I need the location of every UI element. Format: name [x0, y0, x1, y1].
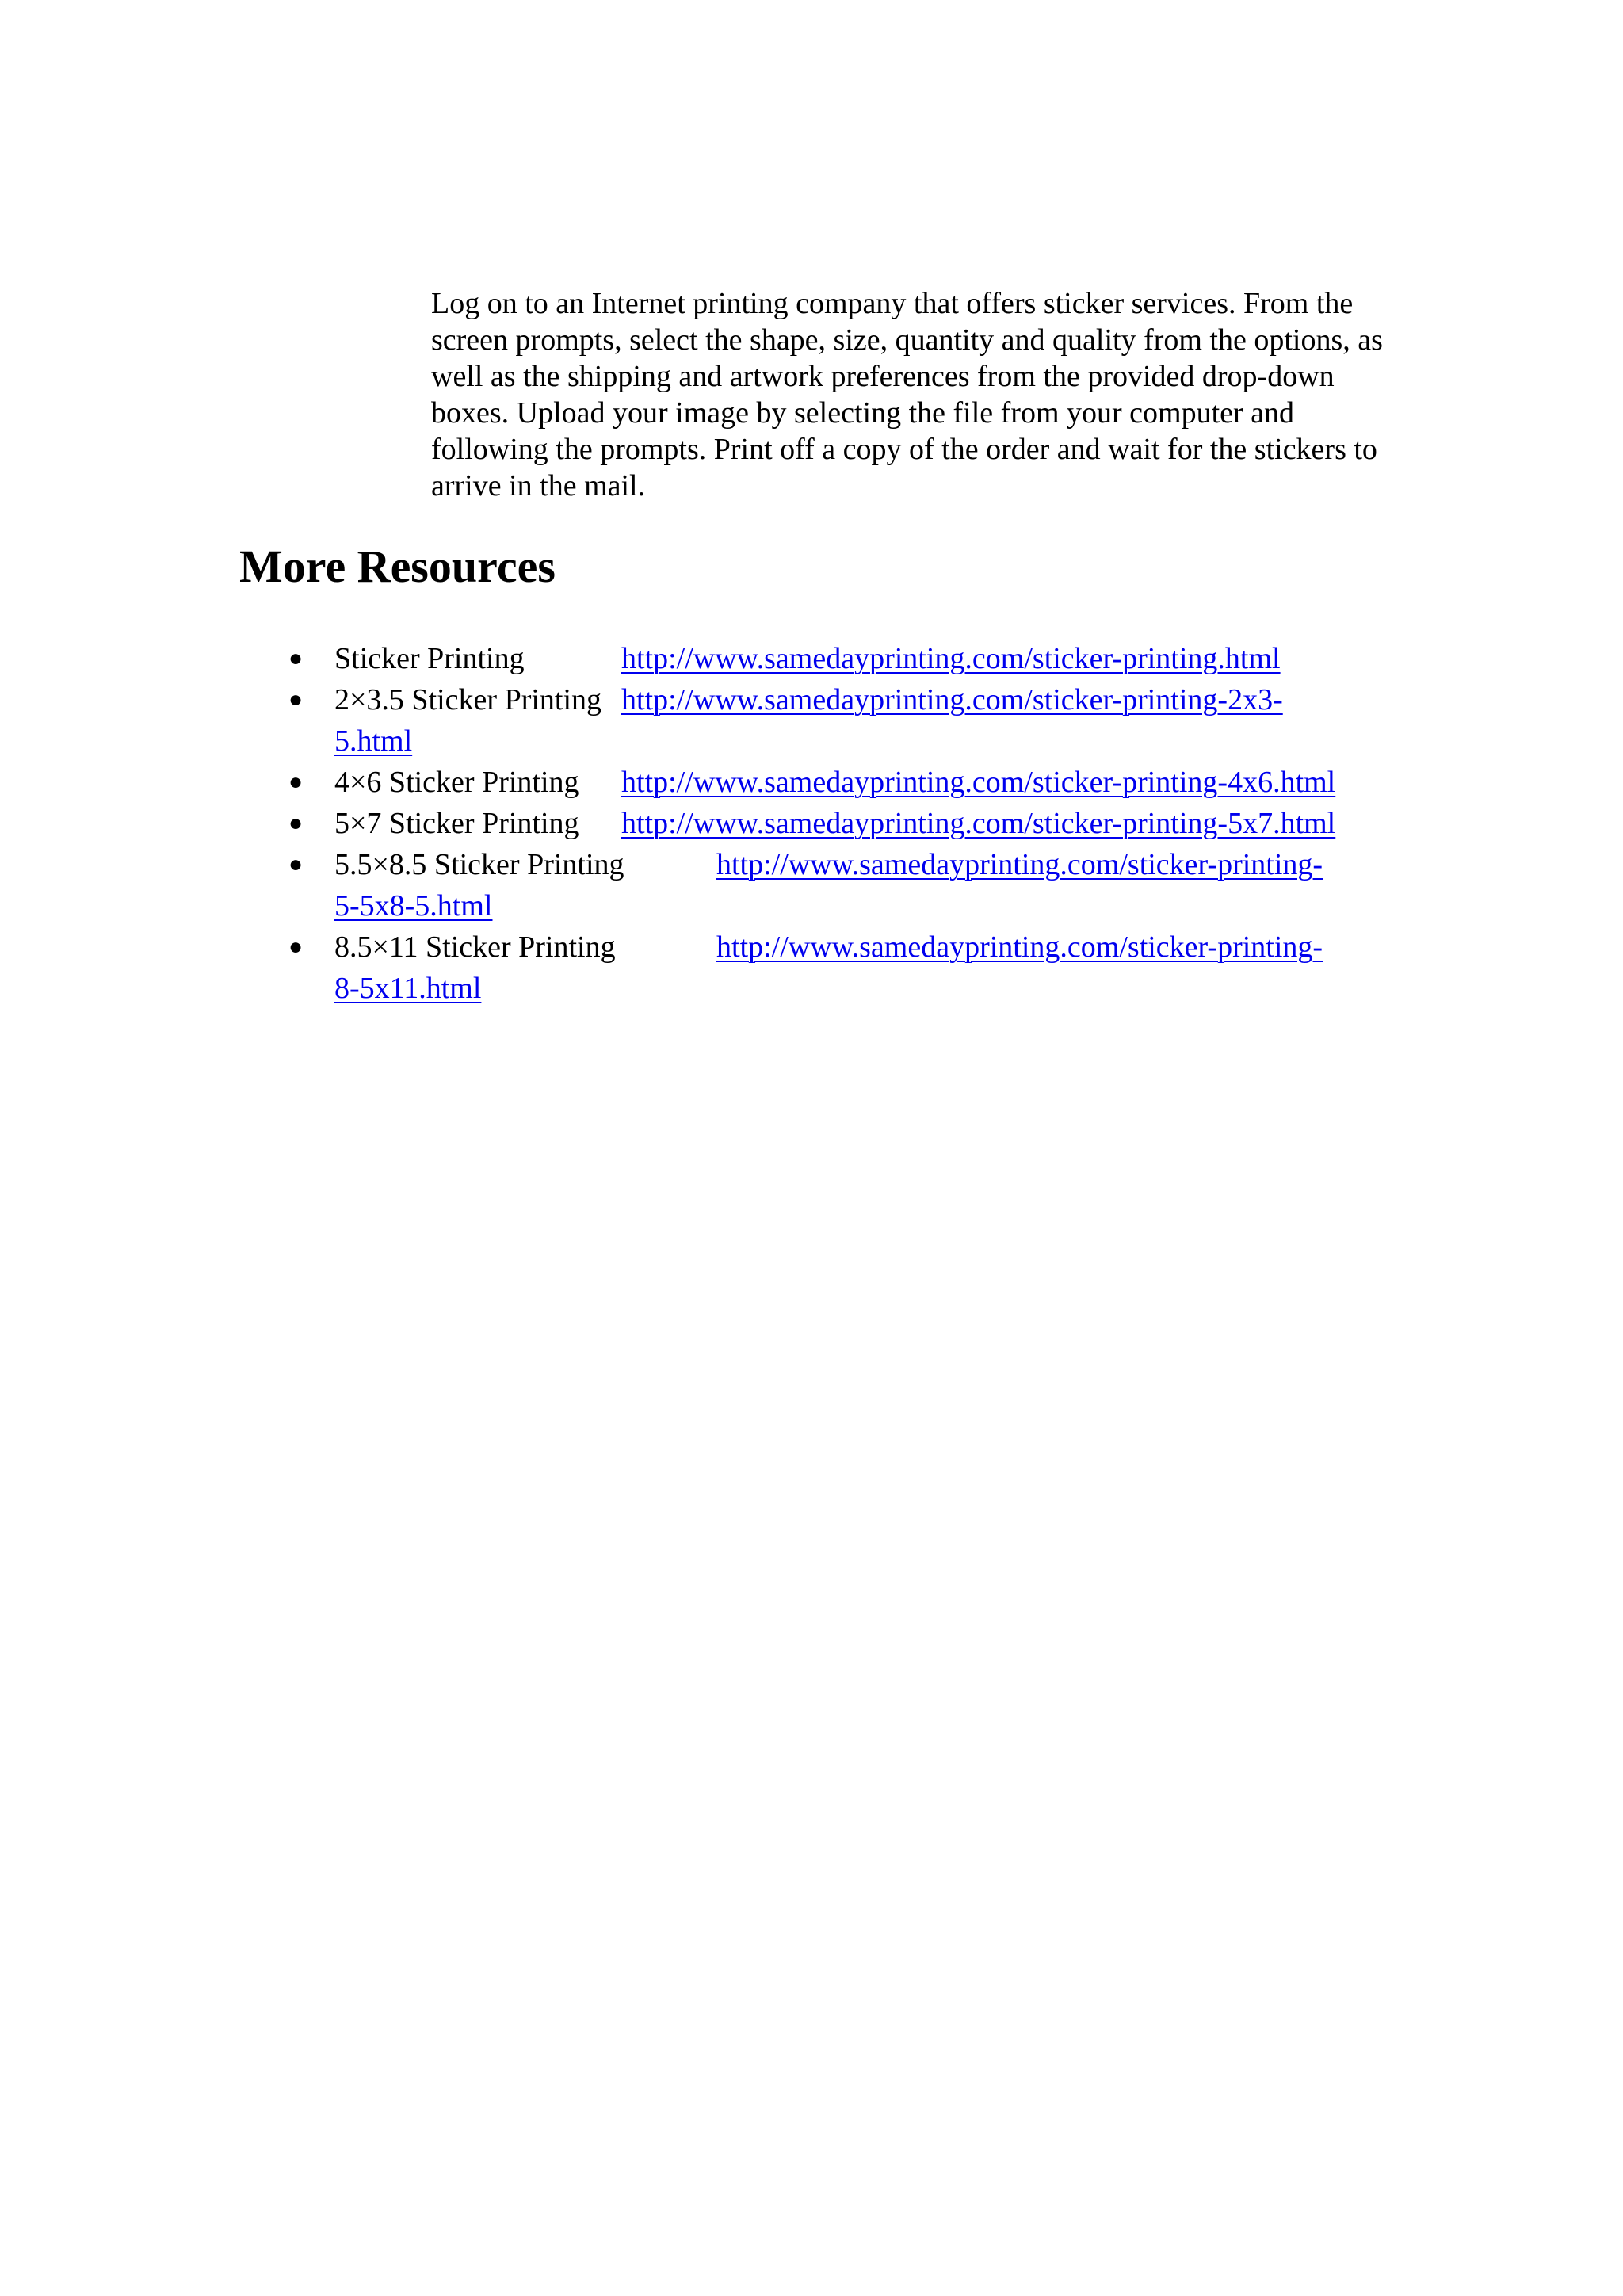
bullet-icon: ● — [288, 851, 304, 877]
resource-link-continued[interactable]: 5.html — [334, 724, 413, 758]
resource-label: 2×3.5 Sticker Printing — [334, 683, 602, 716]
resource-link[interactable]: http://www.samedayprinting.com/sticker-printing- — [716, 848, 1323, 881]
resource-label: Sticker Printing — [334, 642, 525, 675]
resource-link[interactable]: http://www.samedayprinting.com/sticker-printing.html — [621, 642, 1281, 675]
resource-label: 4×6 Sticker Printing — [334, 766, 579, 799]
bullet-icon: ● — [288, 769, 304, 795]
resource-link[interactable]: http://www.samedayprinting.com/sticker-printing- — [716, 930, 1323, 964]
bullet-icon: ● — [288, 645, 304, 671]
bullet-icon: ● — [288, 810, 304, 836]
resource-link-continued[interactable]: 8-5x11.html — [334, 972, 482, 1005]
more-resources-heading: More Resources — [239, 541, 556, 592]
resource-link[interactable]: http://www.samedayprinting.com/sticker-printing-2x3- — [621, 683, 1283, 716]
resource-label: 5.5×8.5 Sticker Printing — [334, 848, 624, 881]
resource-label: 8.5×11 Sticker Printing — [334, 930, 616, 964]
bullet-icon: ● — [288, 934, 304, 960]
resource-label: 5×7 Sticker Printing — [334, 807, 579, 840]
resource-link-continued[interactable]: 5-5x8-5.html — [334, 889, 493, 923]
intro-paragraph: Log on to an Internet printing company that offers sticker services. From the screen prompts, select the shape, size, quantity and quality from the options, as well as the shipping and artwork preferences from the provided drop-down boxes. Upload your image by selecting the file from your computer and following the prompts. Print off a copy of the order and wait for the stickers to arrive in the mail. — [431, 287, 1383, 502]
resource-link[interactable]: http://www.samedayprinting.com/sticker-printing-4x6.html — [621, 766, 1336, 799]
resource-link[interactable]: http://www.samedayprinting.com/sticker-printing-5x7.html — [621, 807, 1336, 840]
bullet-icon: ● — [288, 686, 304, 712]
